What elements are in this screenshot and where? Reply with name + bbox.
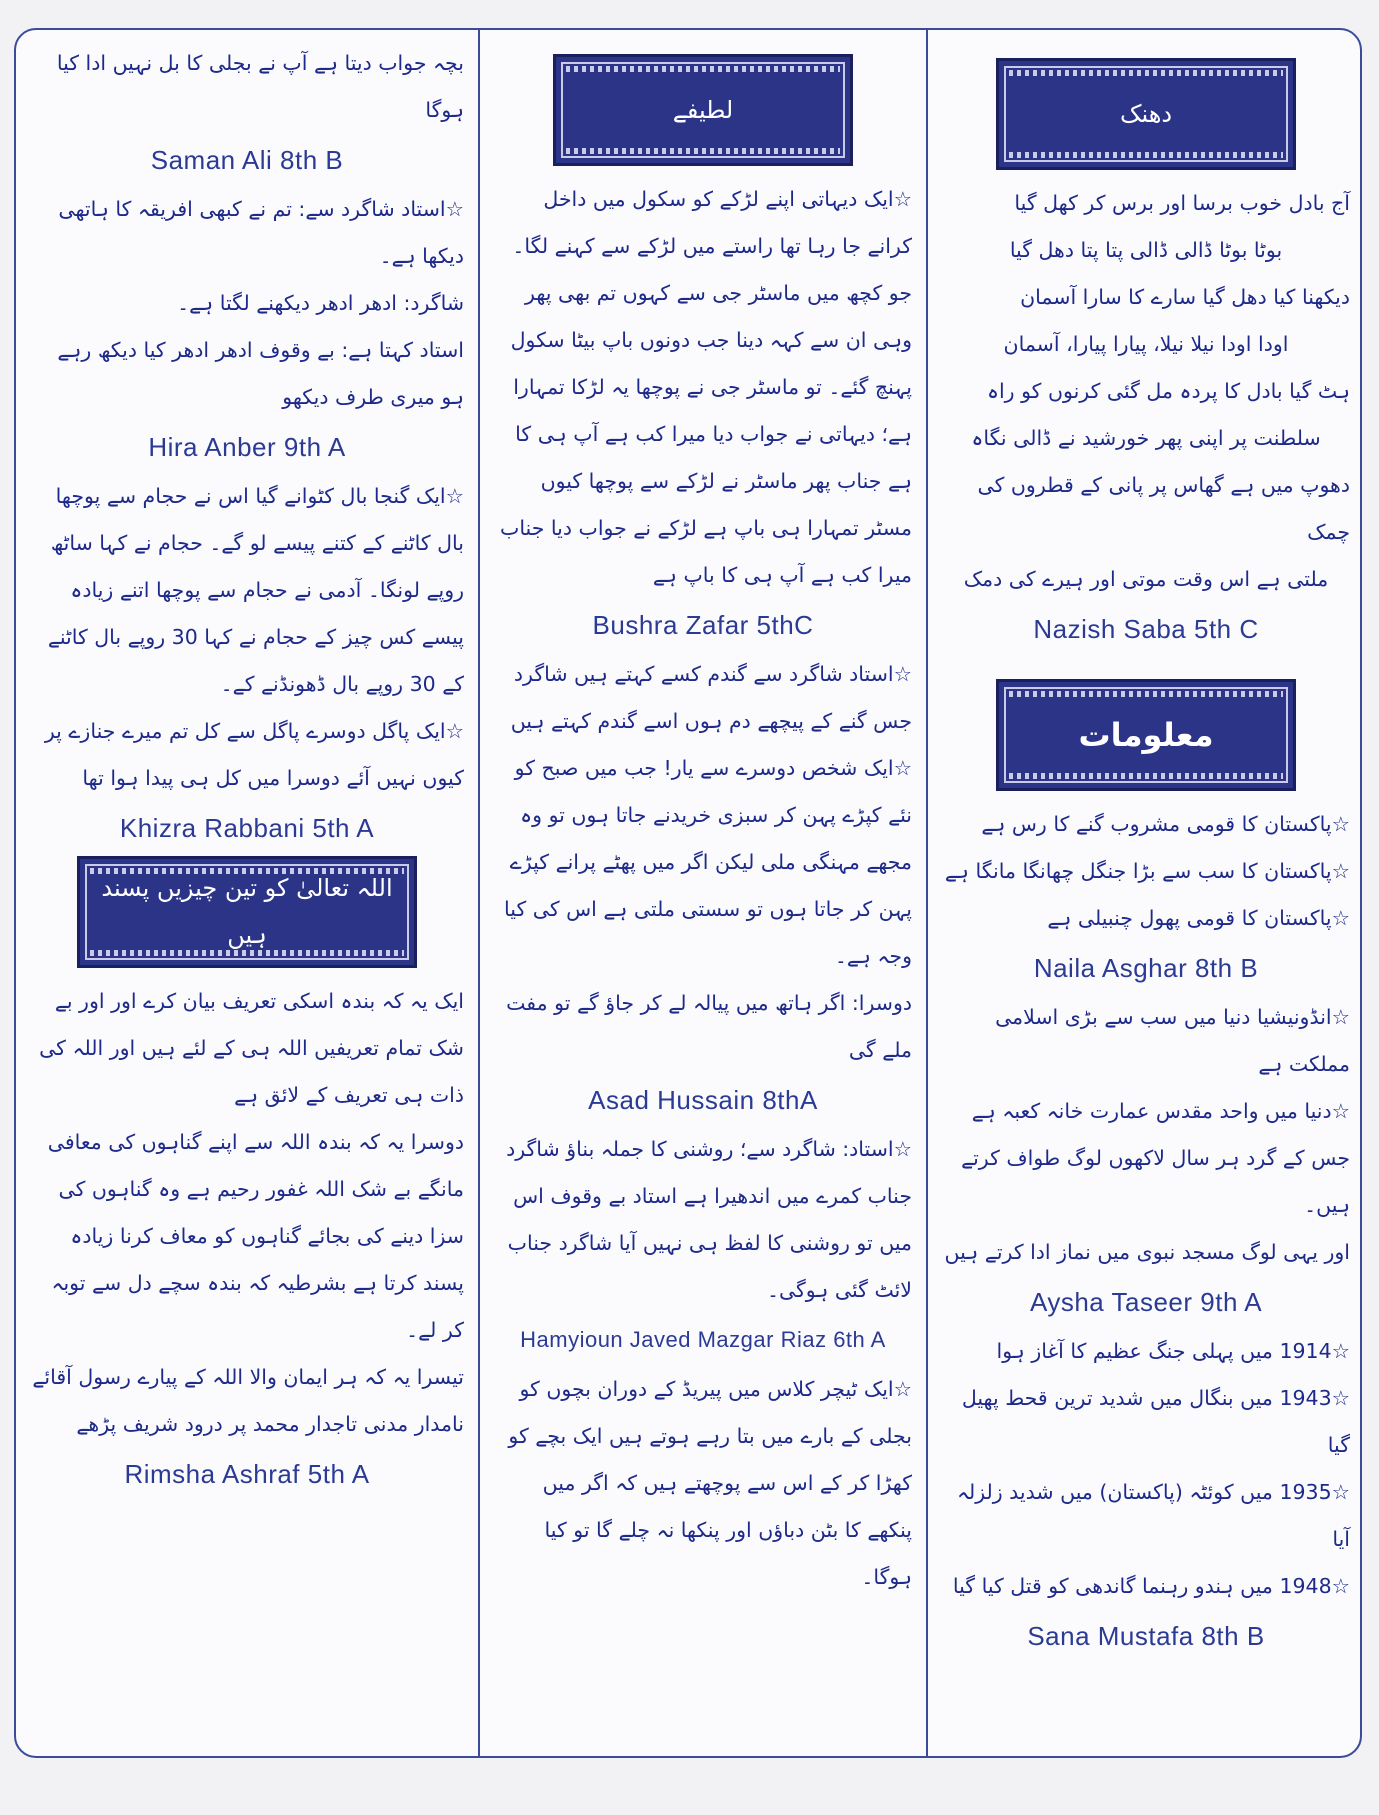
- joke-text: ☆ایک شخص دوسرے سے یار! جب میں صبح کو نئے کپڑے پہن کر سبزی خریدنے جاتا ہوں تو وہ مجھے مہنگی ملی لیکن اگر میں پھٹے پرانے کپڑے پہن کر جاتا ہوں تو سستی ملتی ہے اس کی کیا وجہ ہے۔: [504, 756, 912, 968]
- poem-author: Nazish Saba 5th C: [1033, 614, 1259, 644]
- facts1-author: Naila Asghar 8th B: [1033, 953, 1259, 983]
- fact-line: ☆پاکستان کا سب سے بڑا جنگل چھانگا مانگا ہے: [944, 859, 1350, 883]
- joke-text: ☆استاد: شاگرد سے؛ روشنی کا جملہ بناؤ شاگرد جناب کمرے میں اندھیرا ہے استاد بے وقوف اس میں تو روشنی کا لفظ ہی نہیں آیا شاگرد جناب لائٹ گئی ہوگی۔: [506, 1137, 912, 1302]
- joke-text: ☆ایک دیہاتی اپنے لڑکے کو سکول میں داخل کرانے جا رہا تھا راستے میں لڑکے سے کہنے لگا۔ جو کچھ میں ماسٹر جی سے کہوں تم بھی پھر وہی ان سے کہہ دینا جب دونوں باپ بیٹا سکول پہنچ گئے۔ تو ماسٹر جی نے پوچھا یہ لڑکا تمہارا ہے؛ دیہاتی نے جواب دیا میرا کب ہے آپ ہی کا ہے جناب پھر ماسٹر نے لڑکے سے پوچھا کیوں مسٹر تمہارا ہی باپ ہے لڑکے نے جواب دیا جناب میرا کب ہے آپ ہی کا باپ ہے: [500, 187, 912, 587]
- poem-line: دھوپ میں ہے گھاس پر پانی کے قطروں کی چمک: [977, 473, 1350, 544]
- maloomat-heading-banner: [996, 679, 1296, 791]
- newsletter-page: [14, 28, 1362, 1758]
- fact-line: ☆1943 میں بنگال میں شدید ترین قحط پھیل گیا: [961, 1386, 1350, 1457]
- joke-text: ☆استاد شاگرد سے گندم کسے کہتے ہیں شاگرد جس گنے کے پیچھے دم ہوں اسے گندم کہتے ہیں: [510, 662, 912, 733]
- poem-line: سلطنت پر اپنی پھر خورشید نے ڈالی نگاہ: [971, 426, 1321, 450]
- joke-text: استاد کہتا ہے: بے وقوف ادھر ادھر کیا دیکھ رہے ہو میری طرف دیکھو: [57, 338, 464, 409]
- list-item: دوسرا یہ کہ بندہ اللہ سے اپنے گناہوں کی معافی مانگے بے شک اللہ غفور رحیم ہے وہ گناہوں کی سزا دینے کی بجائے گناہوں کو معاف کرنا زیادہ پسند کرتا ہے بشرطیہ کہ بندہ سچے دل سے توبہ کر لے۔: [47, 1130, 464, 1342]
- facts2-author: Aysha Taseer 9th A: [1029, 1287, 1263, 1317]
- fact-line: ☆پاکستان کا قومی پھول چنبیلی ہے: [1047, 906, 1350, 930]
- right-column: [928, 30, 1364, 1756]
- joke1-author: Bushra Zafar 5thC: [592, 610, 814, 640]
- joke1-author: Hira Anber 9th A: [148, 432, 346, 462]
- fact-line: اور یہی لوگ مسجد نبوی میں نماز ادا کرتے ہیں: [944, 1240, 1350, 1264]
- middle-column: [478, 30, 928, 1756]
- allah-heading: اللہ تعالیٰ کو تین چیزیں پسند ہیں: [101, 874, 393, 949]
- poem-line: دیکھنا کیا دھل گیا سارے کا سارا آسمان: [1020, 285, 1350, 309]
- joke3-author: Asad Hussain 8thA: [588, 1085, 818, 1115]
- fact-line: ☆انڈونیشیا دنیا میں سب سے بڑی اسلامی مملکت ہے: [995, 1005, 1350, 1076]
- joke3-author: Khizra Rabbani 5th A: [119, 813, 375, 843]
- dhanak-heading: دھنک: [1119, 99, 1173, 128]
- poem-line: آج بادل خوب برسا اور برس کر کھل گیا: [1014, 191, 1350, 215]
- joke-text: ☆ایک ٹیچر کلاس میں پیریڈ کے دوران بچوں کو بجلی کے بارے میں بتا رہے ہوتے ہیں ایک بچے کو کھڑا کر کے اس سے پوچھتے ہیں کہ اگر میں پنکھے کا بٹن دباؤں اور پنکھا نہ چلے گا تو کیا ہوگا۔: [508, 1377, 912, 1589]
- poem-line: ملتی ہے اس وقت موتی اور ہیرے کی دمک: [963, 567, 1329, 591]
- joke-reply: دوسرا: اگر ہاتھ میں پیالہ لے کر جاؤ گے تو مفت ملے گی: [506, 991, 912, 1062]
- top-author: Saman Ali 8th B: [150, 145, 344, 175]
- fact-line: ☆پاکستان کا قومی مشروب گنے کا رس ہے: [981, 812, 1350, 836]
- facts3-author: Sana Mustafa 8th B: [1027, 1621, 1265, 1651]
- list-item: ایک یہ کہ بندہ اسکی تعریف بیان کرے اور اور بے شک تمام تعریفیں اللہ ہی کے لئے ہیں اور اللہ کی ذات ہی تعریف کے لائق ہے: [39, 989, 464, 1107]
- fact-line: ☆دنیا میں واحد مقدس عمارت خانہ کعبہ ہے جس کے گرد ہر سال لاکھوں لوگ طواف کرتے ہیں۔: [961, 1099, 1350, 1217]
- items-author: Rimsha Ashraf 5th A: [124, 1459, 370, 1489]
- joke4-author: Hamyioun Javed Mazgar Riaz 6th A: [520, 1327, 886, 1352]
- dhanak-heading-banner: [996, 58, 1296, 170]
- fact-line: ☆1914 میں پہلی جنگ عظیم کا آغاز ہوا: [996, 1339, 1350, 1363]
- left-column: [16, 30, 478, 1756]
- fact-line: ☆1948 میں ہندو رہنما گاندھی کو قتل کیا گیا: [952, 1574, 1350, 1598]
- joke-text: ☆ایک پاگل دوسرے پاگل سے کل تم میرے جنازے پر کیوں نہیں آئے دوسرا میں کل ہی پیدا ہوا تھا: [44, 719, 464, 790]
- poem-line: ہٹ گیا بادل کا پردہ مل گئی کرنوں کو راہ: [986, 379, 1350, 403]
- joke-text: شاگرد: ادھر ادھر دیکھنے لگتا ہے۔: [177, 291, 464, 315]
- fact-line: ☆1935 میں کوئٹہ (پاکستان) میں شدید زلزلہ آیا: [956, 1480, 1350, 1551]
- joke-text: ☆استاد شاگرد سے: تم نے کبھی افریقہ کا ہاتھی دیکھا ہے۔: [58, 197, 464, 268]
- poem-line: اودا اودا نیلا نیلا، پیارا پیارا، آسمان: [1003, 332, 1289, 356]
- maloomat-heading: معلومات: [1078, 715, 1214, 754]
- allah-heading-banner: [77, 856, 417, 968]
- latife-heading: لطیفے: [672, 95, 734, 124]
- list-item: تیسرا یہ کہ ہر ایمان والا اللہ کے پیارے رسول آقائے نامدار مدنی تاجدار محمد پر درود شریف پڑھے: [32, 1365, 464, 1436]
- joke-text: ☆ایک گنجا بال کٹوانے گیا اس نے حجام سے پوچھا بال کاٹنے کے کتنے پیسے لو گے۔ حجام نے کہا ساٹھ روپے لونگا۔ آدمی نے حجام سے پوچھا اتنے زیادہ پیسے کس چیز کے حجام نے کہا 30 روپے بال کاٹنے کے 30 روپے بال ڈھونڈنے کے۔: [47, 484, 464, 696]
- joke-text: بچہ جواب دیتا ہے آپ نے بجلی کا بل نہیں ادا کیا ہوگا: [56, 51, 464, 122]
- latife-heading-banner: [553, 54, 853, 166]
- poem-line: بوٹا بوٹا ڈالی ڈالی پتا پتا دھل گیا: [1009, 238, 1283, 262]
